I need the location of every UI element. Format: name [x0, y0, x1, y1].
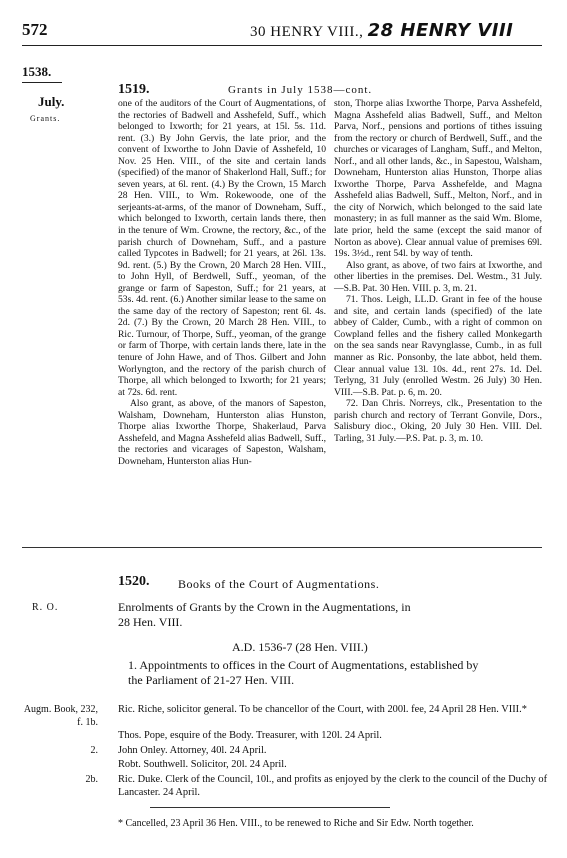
left-paragraph-1: one of the auditors of the Court of Augmentations, of the rectories of Badwell and Asshefeld, Suff., which belonged to Ixworth; for 21 years, at 15l. 5s. 11d. rent. (3.) By John Gervis, the late prior, and the convent of Ixworthe to John Davie of Asshefeld, 10 Nov. 25 Hen. VIII., of the site and certain lands (specified) of the manor of Shakerlond Hall, Suff.; for seven years, at 6l. rent. (4.) By the Crown, 15 March 28 Hen. VIII., to Wm. Rokewoode, one of the serjeants-at-arms, of the manor of Downeham, Suff., which belonged to Ixworth, certain lands there, then in the tenure of Wm. Crowne, the rectory, &c., of the parish church of Downeham, Suff., and a pasture called Typcotes in Badwell; for 21 years, at 26l. 13s. 9d. rent. (5.) By the Crown, 20 March 28 Hen. VIII., to John Hyll, of Berdwell, Suff., yeoman, of the grange or farm of Sapeston, Suff.; for 21 years, at 53s. 4d. rent. (6.) Another similar lease to the same on the same day of the rectory of Sapeston; rent 6l. 4s. 2d. (7.) By the Crown, 20 March 28 Hen. VIII., to Ric. Turnour, of Thorpe, Suff., yeoman, of the grange or farm of Thorpe, with certain lands there, late in the tenure of John Hawe, and of Thos. Gilbert and John Worlyngton, and the rectory of the parish church of Thorpe, all which belonged to Ixworth; for 21 years; at 72s. 6d. rent.: [118, 98, 326, 398]
entry-4: Robt. Southwell. Solicitor, 20l. 24 April.: [118, 759, 287, 770]
entry-1: Ric. Riche, solicitor general. To be chancellor of the Court, with 200l. fee, 24 April 28 Hen. VIII.*: [118, 704, 527, 715]
entry-side-ref-1: Augm. Book, 232, f. 1b.: [23, 704, 98, 728]
column-left: [118, 98, 326, 468]
appointments-heading-line1: 1. Appointments to offices in the Court of Augmentations, established by: [128, 658, 479, 672]
entry-3: John Onley. Attorney, 40l. 24 April.: [118, 745, 267, 756]
entry-2: Thos. Pope, esquire of the Body. Treasurer, with 120l. 24 April.: [118, 730, 382, 741]
entry-side-ref-3: 2.: [90, 745, 98, 756]
running-header: [250, 20, 513, 41]
right-paragraph-3: 71. Thos. Leigh, LL.D. Grant in fee of the house and site, and certain lands (specified) of the late abbey of Calder, Cumb., with a right of common on Cowpland felles and the fishery called Monkegarth on the sea sands near Ravynglasse, Cumb., in as full manner as Ric. Ponsonby, the late abbot, held them. Clear annual value 13l. 10s. 4d., rent 27s. 1d. Del. Terlyng, 31 July (enrolled Westm. 26 July) 30 Hen. VIII.—S.B. Pat. p. 6, m. 20.: [334, 294, 542, 398]
section-1520-number: 1520.: [118, 574, 150, 589]
column-right: [334, 98, 542, 444]
right-paragraph-1: ston, Thorpe alias Ixworthe Thorpe, Parva Asshefeld, Magna Asshefeld alias Badwell, Suff., and Melton Parva, Norf., pensions and portions of tithes issuing from the rectory or church of Berdwell, Suff., and the churches or vicarages of Langham, Suff., and Melton, Norf., and all other lands, &c., in Sapestou, Walsham, Downeham, Hunterston alias Hunston, Thorpe alias Ixworthe Thorpe, Parva Asshefelde, and Magna Asshefeld alias Badwell, Suff., Melton, Norf., and in the city of Norwich, which belonged to the said late monastery; in as full manner as the said Wm. Blome, late prior, held the same (except the said manor of Norton as above). Clear annual value of premises 69l. 19s. 3½d., rent 54l. by way of tenth.: [334, 98, 542, 260]
header-rule: [22, 45, 542, 46]
right-paragraph-4: 72. Dan Chris. Norreys, clk., Presentation to the parish church and rectory of Terrant Gonvile, Dors., Salisbury dioc., Oking, 20 July 30 Hen. VIII. Del. Tarling, 31 July.—P.S. Pat. p. 3, m. 10.: [334, 398, 542, 444]
section-divider: [22, 547, 542, 548]
page-number: 572: [22, 20, 48, 39]
record-office-label: R. O.: [32, 602, 59, 613]
footnote: * Cancelled, 23 April 36 Hen. VIII., to be renewed to Riche and Sir Edw. North together.: [118, 818, 474, 829]
margin-rule: [22, 82, 62, 83]
section-1519-number: 1519.: [118, 82, 150, 97]
margin-grants-label: Grants.: [30, 114, 61, 123]
enrolments-heading-line2: 28 Hen. VIII.: [118, 615, 183, 629]
margin-year: 1538.: [22, 64, 52, 79]
handwritten-annotation: 28 HENRY VIII: [367, 20, 514, 41]
running-title: 30 HENRY VIII.,: [250, 24, 364, 40]
enrolments-heading-line1: Enrolments of Grants by the Crown in the Augmentations, in: [118, 600, 411, 614]
right-paragraph-2: Also grant, as above, of two fairs at Ixworthe, and other liberties in the premises. Del. Westm., 31 July.—S.B. Pat. 30 Hen. VIII. p. 3, m. 21.: [334, 259, 542, 294]
section-1519-title: Grants in July 1538—cont.: [228, 84, 373, 96]
margin-month: July.: [38, 94, 65, 109]
ad-heading: A.D. 1536-7 (28 Hen. VIII.): [232, 640, 368, 654]
section-1519-heading: [118, 82, 542, 98]
entry-side-ref-5: 2b.: [85, 774, 98, 785]
entry-5: Ric. Duke. Clerk of the Council, 10l., and profits as enjoyed by the clerk to the council of the Duchy of Lancaster. 24 April.: [118, 774, 548, 798]
section-1520-title: Books of the Court of Augmentations.: [178, 577, 380, 591]
footnote-rule: [150, 807, 390, 808]
appointments-heading-line2: the Parliament of 21-27 Hen. VIII.: [128, 673, 295, 687]
left-paragraph-2: Also grant, as above, of the manors of Sapeston, Walsham, Downeham, Hunterston alias Hunston, Thorpe alias Ixworthe Thorpe, Shakerlaud, Parva Asshefeld, and Magna Asshefeld alias Badwell, Suff., the rectories and vicarages of Sapeston, Walsham, Downeham, Hunterston alias Hun-: [118, 398, 326, 467]
